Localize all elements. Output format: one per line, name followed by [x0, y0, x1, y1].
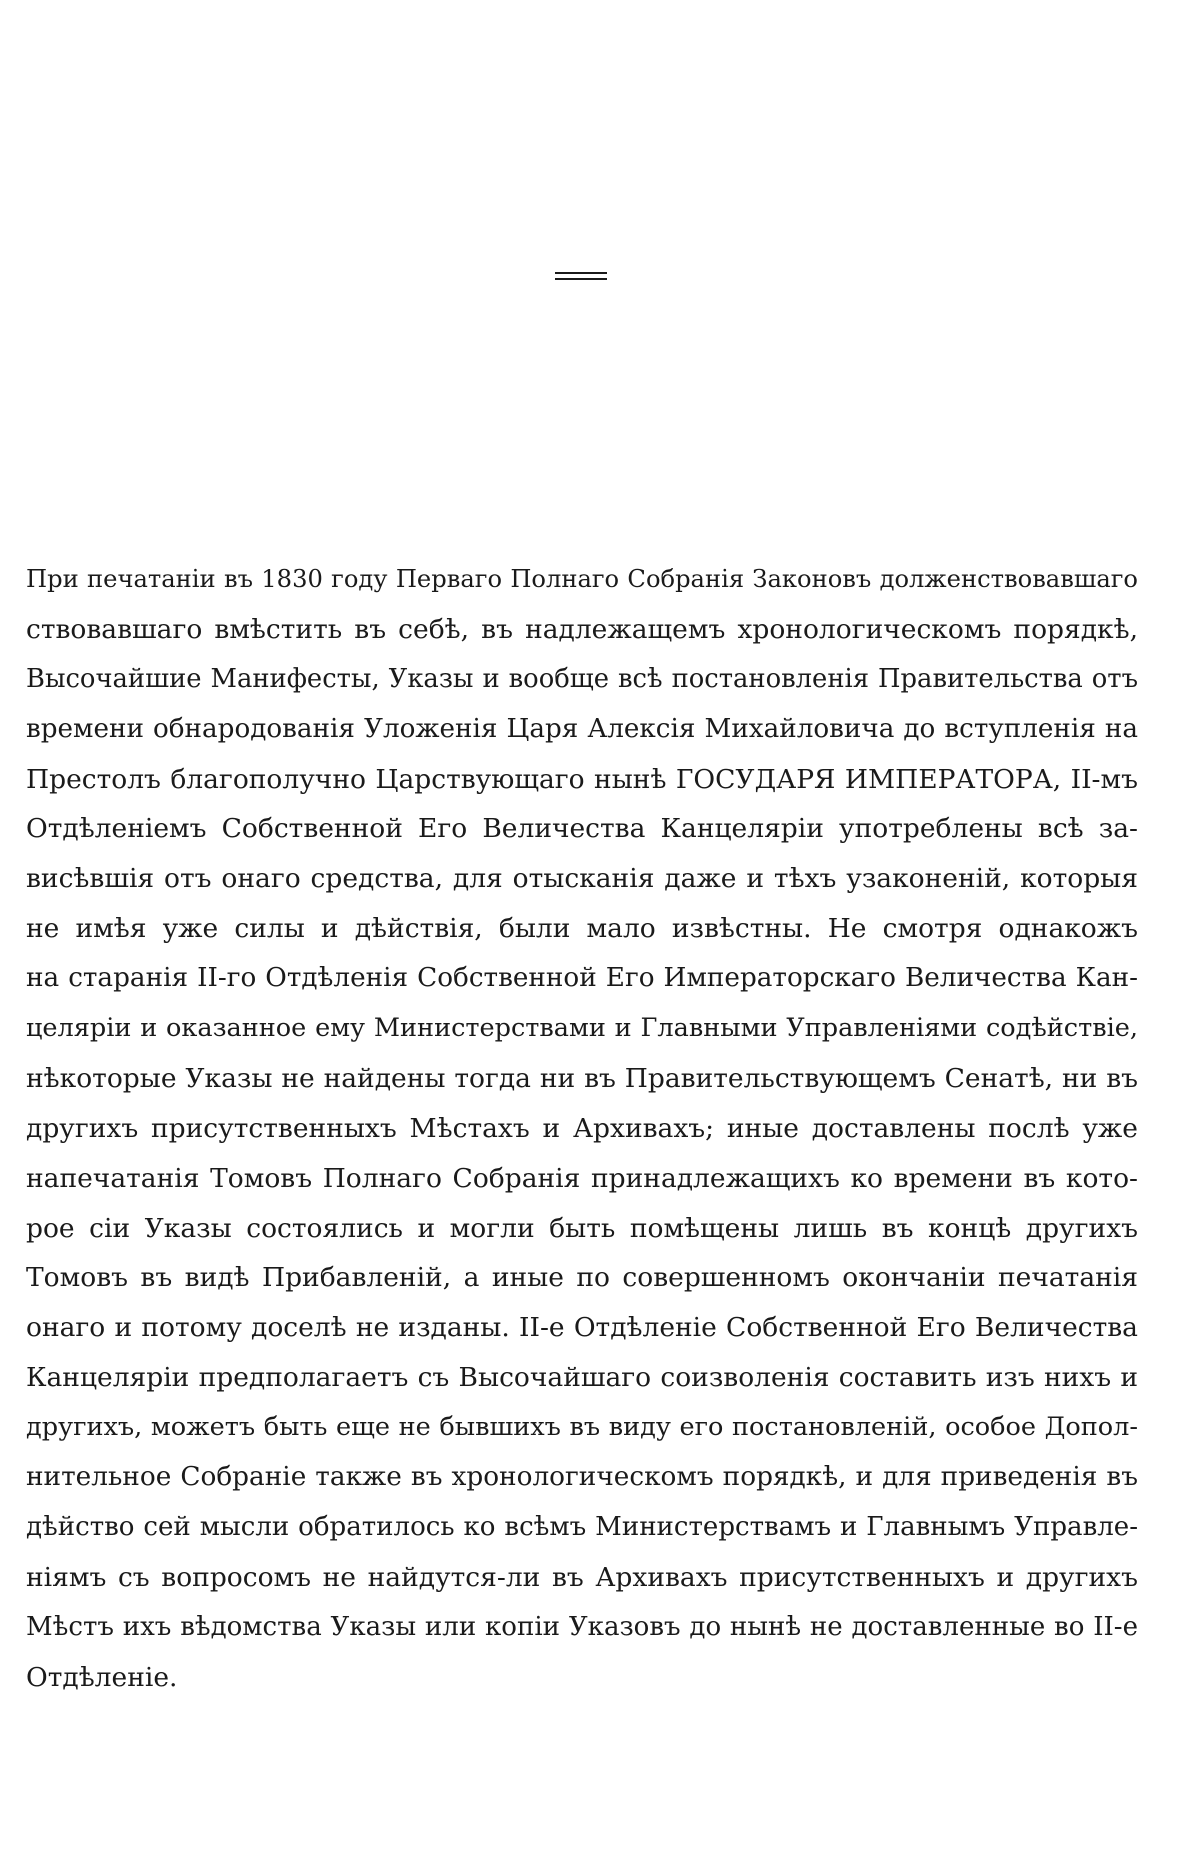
text-line: нительное Собраніе также въ хронологическомъ порядкѣ, и для приведенія въ [26, 1462, 1138, 1493]
text-line: Отдѣленіемъ Собственной Его Величества Канцеляріи употреблены всѣ за- [26, 813, 1138, 845]
text-line: рое сіи Указы состоялись и могли быть помѣщены лишь въ концѣ другихъ [26, 1212, 1138, 1244]
double-rule-icon [555, 272, 607, 281]
body-paragraph [26, 555, 1138, 1702]
text-line: онаго и потому доселѣ не изданы. II-е Отдѣленіе Собственной Его Величества [26, 1312, 1138, 1344]
text-line: Отдѣленіе. [26, 1661, 178, 1693]
text-line: другихъ присутственныхъ Мѣстахъ и Архивахъ; иные доставлены послѣ уже [26, 1112, 1138, 1144]
text-line: напечатанія Томовъ Полнаго Собранія принадлежащихъ ко времени въ кото- [26, 1162, 1138, 1194]
text-line: времени обнародованія Уложенія Царя Алексія Михайловича до вступленія на [26, 713, 1138, 744]
text-line: ствовавшаго вмѣстить въ себѣ, въ надлежащемъ хронологическомъ порядкѣ, [26, 613, 1138, 645]
text-line: Престолъ благополучно Царствующаго нынѣ ГОСУДАРЯ ИМПЕРАТОРА, II-мъ [26, 763, 1138, 795]
text-line: другихъ, можетъ быть еще не бывшихъ въ виду его постановленій, особое Допол- [26, 1412, 1138, 1443]
rule-line-bottom [555, 278, 607, 280]
rule-line-top [555, 272, 607, 274]
text-line: Высочайшие Манифесты, Указы и вообще всѣ постановленія Правительства отъ [26, 663, 1138, 694]
text-line: на старанія II-го Отдѣленія Собственной Его Императорскаго Величества Кан- [26, 963, 1138, 994]
text-line: дѣйство сей мысли обратилось ко всѣмъ Министерствамъ и Главнымъ Управле- [26, 1511, 1138, 1542]
text-line: висѣвшія отъ онаго средства, для отысканія даже и тѣхъ узаконеній, которыя [26, 863, 1138, 895]
text-line: не имѣя уже силы и дѣйствія, были мало извѣстны. Не смотря однакожъ [26, 913, 1138, 945]
text-line: Канцеляріи предполагаетъ съ Высочайшаго соизволенія составить изъ нихъ и [26, 1362, 1138, 1394]
text-line: Мѣстъ ихъ вѣдомства Указы или копіи Указовъ до нынѣ не доставленные во II-е [26, 1611, 1138, 1642]
text-line: ніямъ съ вопросомъ не найдутся-ли въ Архивахъ присутственныхъ и другихъ [26, 1561, 1138, 1593]
text-line: При печатаніи въ 1830 году Перваго Полнаго Собранія Законовъ долженствовавшаго [26, 565, 1138, 593]
text-line: Томовъ въ видѣ Прибавленій, а иные по совершенномъ окончаніи печатанія [26, 1262, 1138, 1294]
text-line: целяріи и оказанное ему Министерствами и Главными Управленіями содѣйствіе, [26, 1013, 1138, 1044]
text-line: нѣкоторые Указы не найдены тогда ни въ Правительствующемъ Сенатѣ, ни въ [26, 1062, 1138, 1094]
